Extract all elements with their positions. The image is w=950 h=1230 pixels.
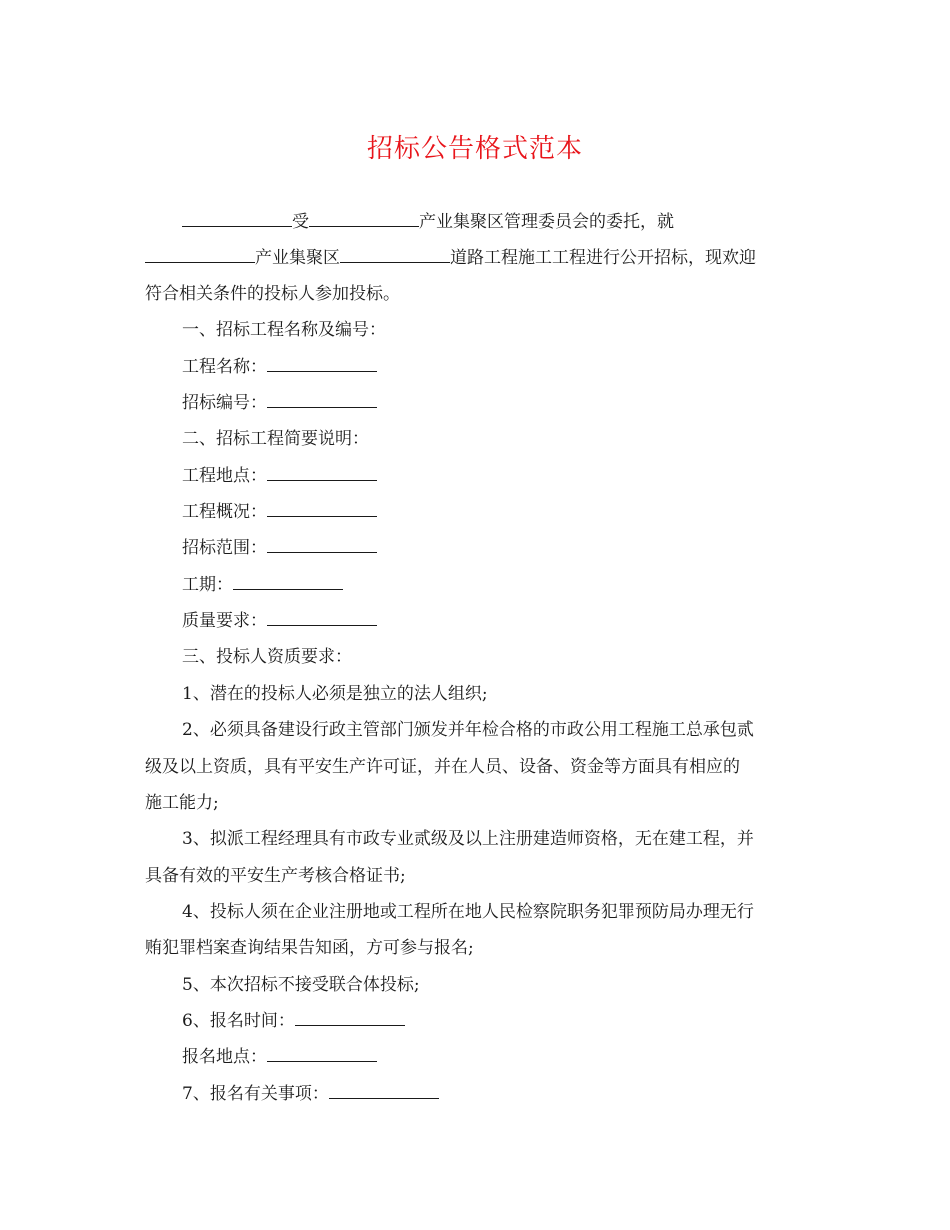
scope-row: 招标范围： <box>182 536 377 560</box>
requirement-2-line-1: 2、必须具备建设行政主管部门颁发并年检合格的市政公用工程施工总承包贰 <box>182 720 754 740</box>
project-name-row: 工程名称： <box>182 355 377 379</box>
requirement-4-line-2: 贿犯罪档案查询结果告知函，方可参与报名; <box>145 938 474 958</box>
section-1-heading: 一、招标工程名称及编号： <box>182 320 386 340</box>
document-title: 招标公告格式范本 <box>366 134 583 164</box>
quality-row: 质量要求： <box>182 609 377 633</box>
bid-number-field[interactable] <box>267 391 377 408</box>
intro-line-2: 产业集聚区 道路工程施工工程进行公开招标，现欢迎 <box>145 246 756 270</box>
location-row: 工程地点： <box>182 464 377 488</box>
intro-line-3: 符合相关条件的投标人参加投标。 <box>145 284 400 304</box>
section-3-heading: 三、投标人资质要求： <box>182 647 352 667</box>
duration-field[interactable] <box>233 573 343 590</box>
requirement-2-line-3: 施工能力; <box>145 793 219 813</box>
scope-field[interactable] <box>267 536 377 553</box>
registration-time-field[interactable] <box>295 1009 405 1026</box>
requirement-1: 1、潜在的投标人必须是独立的法人组织; <box>182 684 488 704</box>
blank-field[interactable] <box>309 210 419 227</box>
requirement-5: 5、本次招标不接受联合体投标; <box>182 975 420 995</box>
registration-matters-row: 7、报名有关事项： <box>182 1082 439 1106</box>
registration-place-row: 报名地点： <box>182 1045 377 1069</box>
blank-field[interactable] <box>182 210 292 227</box>
requirement-2-line-2: 级及以上资质，具有平安生产许可证，并在人员、设备、资金等方面具有相应的 <box>145 757 740 777</box>
registration-matters-field[interactable] <box>329 1082 439 1099</box>
duration-row: 工期： <box>182 573 343 597</box>
overview-field[interactable] <box>267 500 377 517</box>
requirement-3-line-1: 3、拟派工程经理具有市政专业贰级及以上注册建造师资格，无在建工程，并 <box>182 829 754 849</box>
requirement-3-line-2: 具备有效的平安生产考核合格证书; <box>145 866 406 886</box>
intro-line-1: 受 产业集聚区管理委员会的委托，就 <box>182 210 674 234</box>
quality-field[interactable] <box>267 609 377 626</box>
location-field[interactable] <box>267 464 377 481</box>
requirement-4-line-1: 4、投标人须在企业注册地或工程所在地人民检察院职务犯罪预防局办理无行 <box>182 902 754 922</box>
registration-place-field[interactable] <box>267 1045 377 1062</box>
overview-row: 工程概况： <box>182 500 377 524</box>
project-name-field[interactable] <box>267 355 377 372</box>
bid-number-row: 招标编号： <box>182 391 377 415</box>
blank-field[interactable] <box>340 246 450 263</box>
blank-field[interactable] <box>145 246 255 263</box>
section-2-heading: 二、招标工程简要说明： <box>182 429 369 449</box>
registration-time-row: 6、报名时间： <box>182 1009 405 1033</box>
